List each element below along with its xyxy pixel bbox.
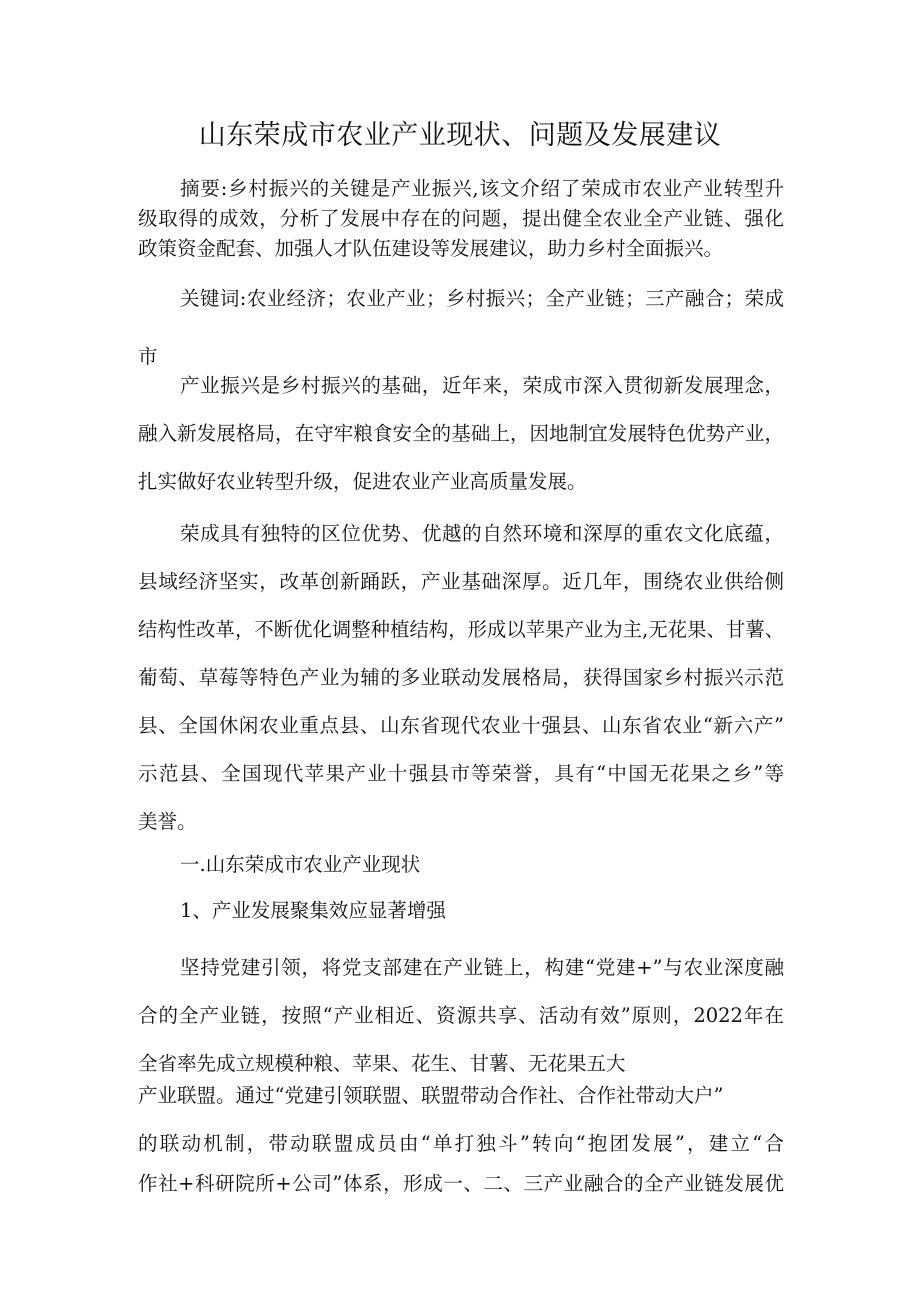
paragraph-line: 县、全国休闲农业重点县、山东省现代农业十强县、山东省农业“新六产” [138,714,784,737]
paragraph-line: 合的全产业链，按照“产业相近、资源共享、活动有效”原则，2022年在 [138,1004,784,1027]
abstract-line: 级取得的成效，分析了发展中存在的问题，提出健全农业全产业链、强化 [138,207,784,230]
paragraph-line: 全省率先成立规模种粮、苹果、花生、甘薯、无花果五大 [138,1052,626,1075]
paragraph-line: 融入新发展格局，在守牢粮食安全的基础上，因地制宜发展特色优势产业， [138,422,784,445]
section-heading [138,848,784,882]
paragraph-line: 作社+科研院所+公司”体系，形成一、二、三产业融合的全产业链发展优 [138,1172,784,1195]
paragraph-line: 县域经济坚实，改革创新踊跃，产业基础深厚。近几年，围绕农业供给侧 [138,570,784,593]
body-paragraph-1 [138,362,784,506]
abstract-line: 政策资金配套、加强人才队伍建设等发展建议，助力乡村全面振兴。 [138,237,724,260]
body-paragraph-3 [138,944,784,1088]
paragraph-line: 示范县、全国现代苹果产业十强县市等荣誉，具有“中国无花果之乡”等 [138,762,784,785]
paragraph-line: 美誉。 [138,810,197,833]
paragraph-line: 扎实做好农业转型升级，促进农业产业高质量发展。 [138,470,587,493]
paragraph-line: 结构性改革，不断优化调整种植结构，形成以苹果产业为主,无花果、甘薯、 [138,618,784,641]
paragraph-line: 产业联盟。通过“党建引领联盟、联盟带动合作社、合作社带动大户” [138,1084,724,1107]
keywords-line: 市 [138,345,158,368]
body-paragraph-4-start [138,1082,784,1110]
body-paragraph-2 [138,510,784,846]
paragraph-line: 的联动机制，带动联盟成员由“单打独斗”转向“抱团发展”，建立“合 [138,1132,784,1155]
abstract-line: 摘要:乡村振兴的关键是产业振兴,该文介绍了荣成市农业产业转型升 [180,177,784,200]
keywords-line: 关键词:农业经济；农业产业；乡村振兴；全产业链；三产融合；荣成 [180,287,784,310]
section-heading-text: 一.山东荣成市农业产业现状 [180,853,421,876]
abstract-paragraph [138,174,784,264]
document-title: 山东荣成市农业产业现状、问题及发展建议 [198,120,722,151]
paragraph-line: 产业振兴是乡村振兴的基础，近年来，荣成市深入贯彻新发展理念， [180,374,784,397]
subsection-heading-text: 1、产业发展聚集效应显著增强 [180,899,446,922]
body-paragraph-4-continued [138,1124,784,1204]
paragraph-line: 葡萄、草莓等特色产业为辅的多业联动发展格局，获得国家乡村振兴示范 [138,666,784,689]
paragraph-line: 荣成具有独特的区位优势、优越的自然环境和深厚的重农文化底蕴， [180,522,784,545]
paragraph-line: 坚持党建引领，将党支部建在产业链上，构建“党建+”与农业深度融 [180,956,784,979]
subsection-heading [138,894,784,928]
